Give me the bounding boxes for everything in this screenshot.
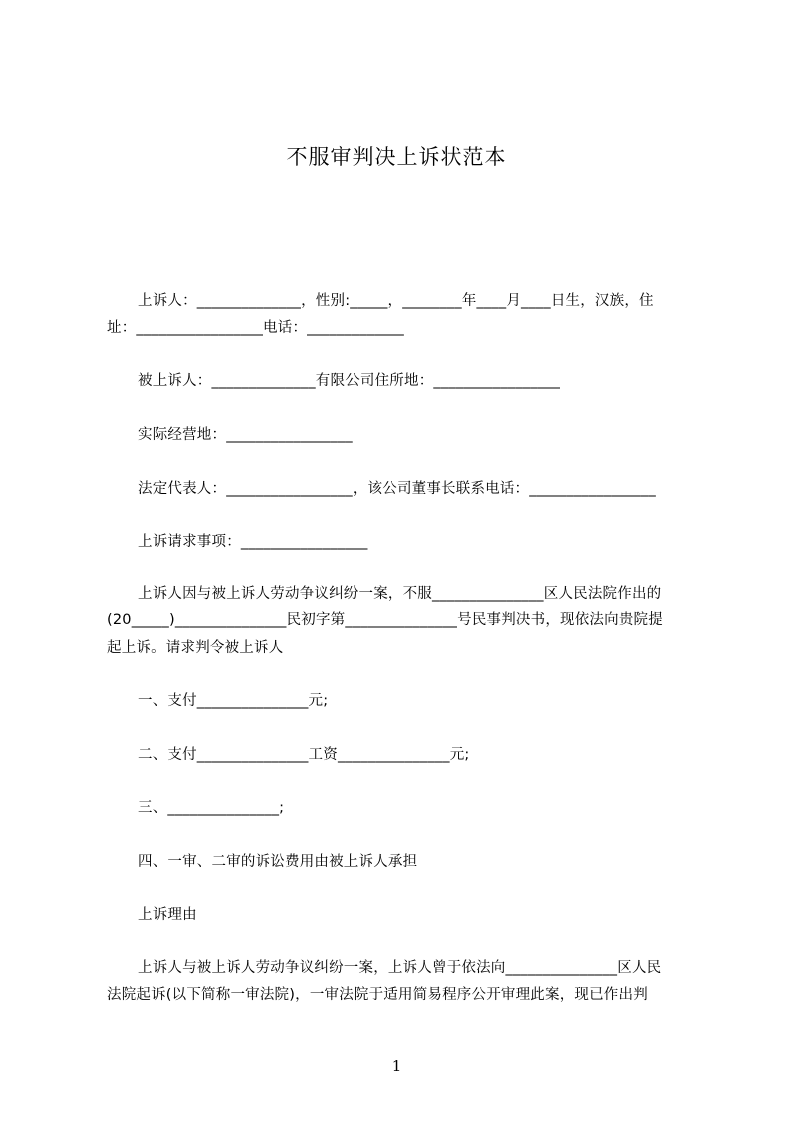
appellant-line-2: 址：_________________电话：_____________ xyxy=(107,320,404,336)
request-item-3: 三、_______________; xyxy=(138,800,285,816)
appeal-reasons-heading: 上诉理由 xyxy=(138,907,197,923)
appeal-claims-line: 上诉请求事项：_________________ xyxy=(138,534,368,550)
request-item-4: 四、一审、二审的诉讼费用由被上诉人承担 xyxy=(138,854,418,870)
appellant-line-1: 上诉人：______________，性别:_____，________年____月____日生，汉族，住 xyxy=(138,293,654,309)
legal-representative-line: 法定代表人：_________________，该公司董事长联系电话：_________________ xyxy=(138,481,656,497)
appellee-line: 被上诉人：______________有限公司住所地：_________________ xyxy=(138,373,561,389)
appeal-reasons-line-1: 上诉人与被上诉人劳动争议纠纷一案，上诉人曾于依法向_______________区人民 xyxy=(138,960,662,976)
page-number: 1 xyxy=(391,1057,402,1075)
document-title: 不服审判决上诉状范本 xyxy=(286,145,507,169)
appeal-statement-line-1: 上诉人因与被上诉人劳动争议纠纷一案，不服_______________区人民法院作出的 xyxy=(138,586,662,602)
appeal-reasons-line-2: 法院起诉(以下简称一审法院)，一审法院于适用简易程序公开审理此案，现已作出判 xyxy=(107,987,648,1003)
business-address-line: 实际经营地：_________________ xyxy=(138,427,353,443)
request-item-1: 一、支付_______________元; xyxy=(138,693,329,709)
appeal-statement-line-3: 起上诉。请求判令被上诉人 xyxy=(107,640,284,656)
request-item-2: 二、支付_______________工资_______________元; xyxy=(138,747,470,763)
appeal-statement-line-2: (20_____)_______________民初字第_______________号民事判决书，现依法向贵院提 xyxy=(107,612,663,628)
